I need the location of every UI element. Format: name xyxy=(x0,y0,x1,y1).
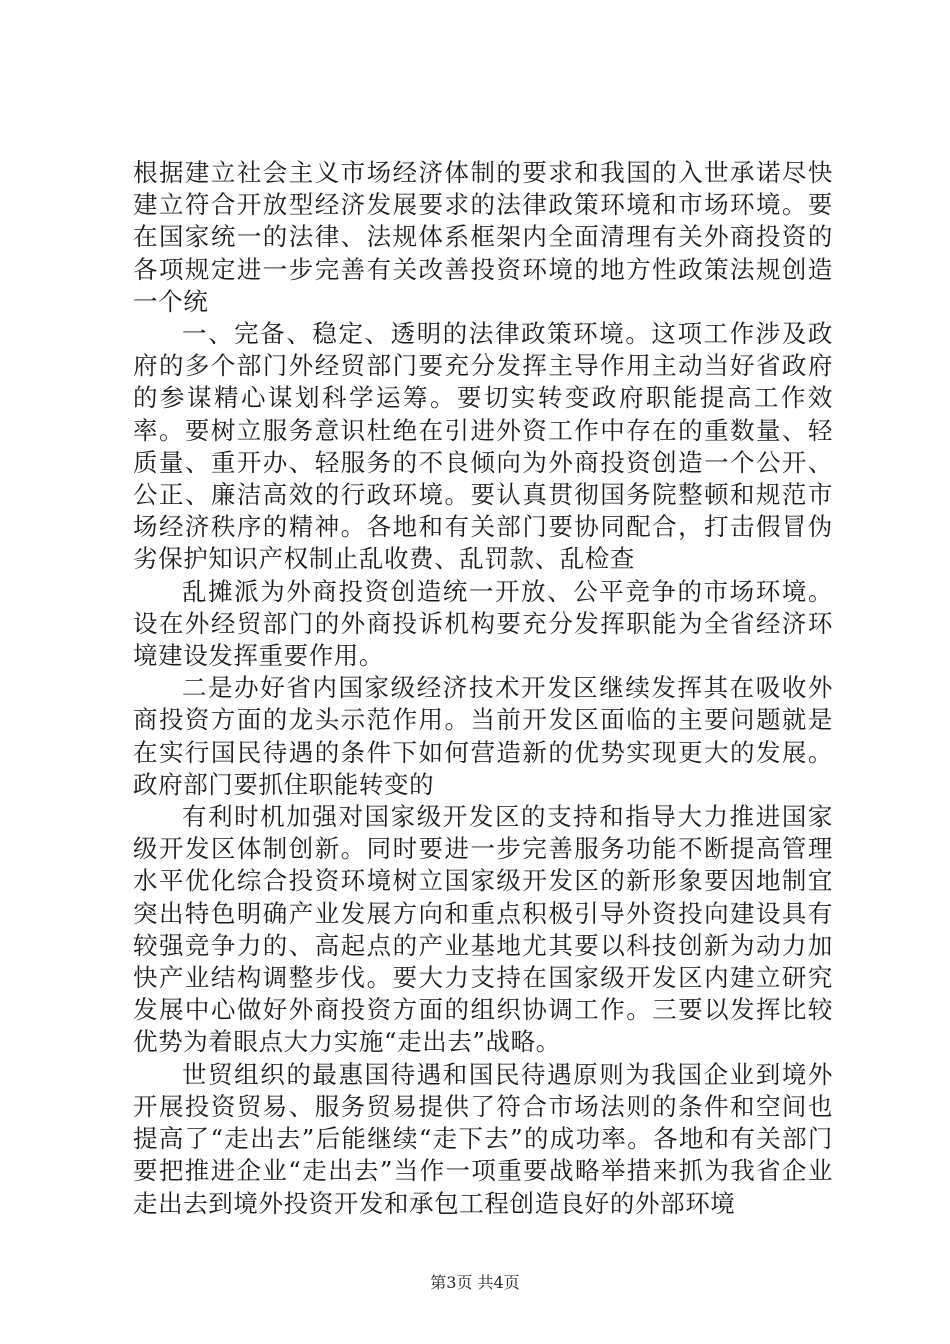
paragraph-6: 世贸组织的最惠国待遇和国民待遇原则为我国企业到境外开展投资贸易、服务贸易提供了符合市场法则的条件和空间也提高了“走出去”后能继续“走下去”的成功率。各地和有关部门要把推进企业“走出去”当作一项重要战略举措来抓为我省企业走出去到境外投资开发和承包工程创造良好的外部环境 xyxy=(133,1059,833,1218)
paragraph-3: 乱摊派为外商投资创造统一开放、公平竞争的市场环境。设在外经贸部门的外商投诉机构要充分发挥职能为全省经济环境建设发挥重要作用。 xyxy=(133,576,833,671)
paragraph-2: 一、完备、稳定、透明的法律政策环境。这项工作涉及政府的多个部门外经贸部门要充分发挥主导作用主动当好省政府的参谋精心谋划科学运筹。要切实转变政府职能提高工作效率。要树立服务意识杜绝在引进外资工作中存在的重数量、轻质量、重开办、轻服务的不良倾向为外商投资创造一个公开、公正、廉洁高效的行政环境。要认真贯彻国务院整顿和规范市场经济秩序的精神。各地和有关部门要协同配合，打击假冒伪劣保护知识产权制止乱收费、乱罚款、乱检查 xyxy=(133,319,833,574)
paragraph-4: 二是办好省内国家级经济技术开发区继续发挥其在吸收外商投资方面的龙头示范作用。当前开发区面临的主要问题就是在实行国民待遇的条件下如何营造新的优势实现更大的发展。政府部门要抓住职能转变的 xyxy=(133,673,833,799)
paragraph-1: 根据建立社会主义市场经济体制的要求和我国的入世承诺尽快建立符合开放型经济发展要求的法律政策环境和市场环境。要在国家统一的法律、法规体系框架内全面清理有关外商投资的各项规定进一步完善有关改善投资环境的地方性政策法规创造一个统 xyxy=(133,158,833,316)
paragraph-5: 有利时机加强对国家级开发区的支持和指导大力推进国家级开发区体制创新。同时要进一步完善服务功能不断提高管理水平优化综合投资环境树立国家级开发区的新形象要因地制宜突出特色明确产业发展方向和重点积极引导外资投向建设具有较强竞争力的、高起点的产业基地尤其要以科技创新为动力加快产业结构调整步伐。要大力支持在国家级开发区内建立研究发展中心做好外商投资方面的组织协调工作。三要以发挥比较优势为着眼点大力实施“走出去”战略。 xyxy=(133,802,833,1057)
body-text xyxy=(133,157,833,1220)
page-number: 第3页 共4页 xyxy=(430,1273,520,1292)
